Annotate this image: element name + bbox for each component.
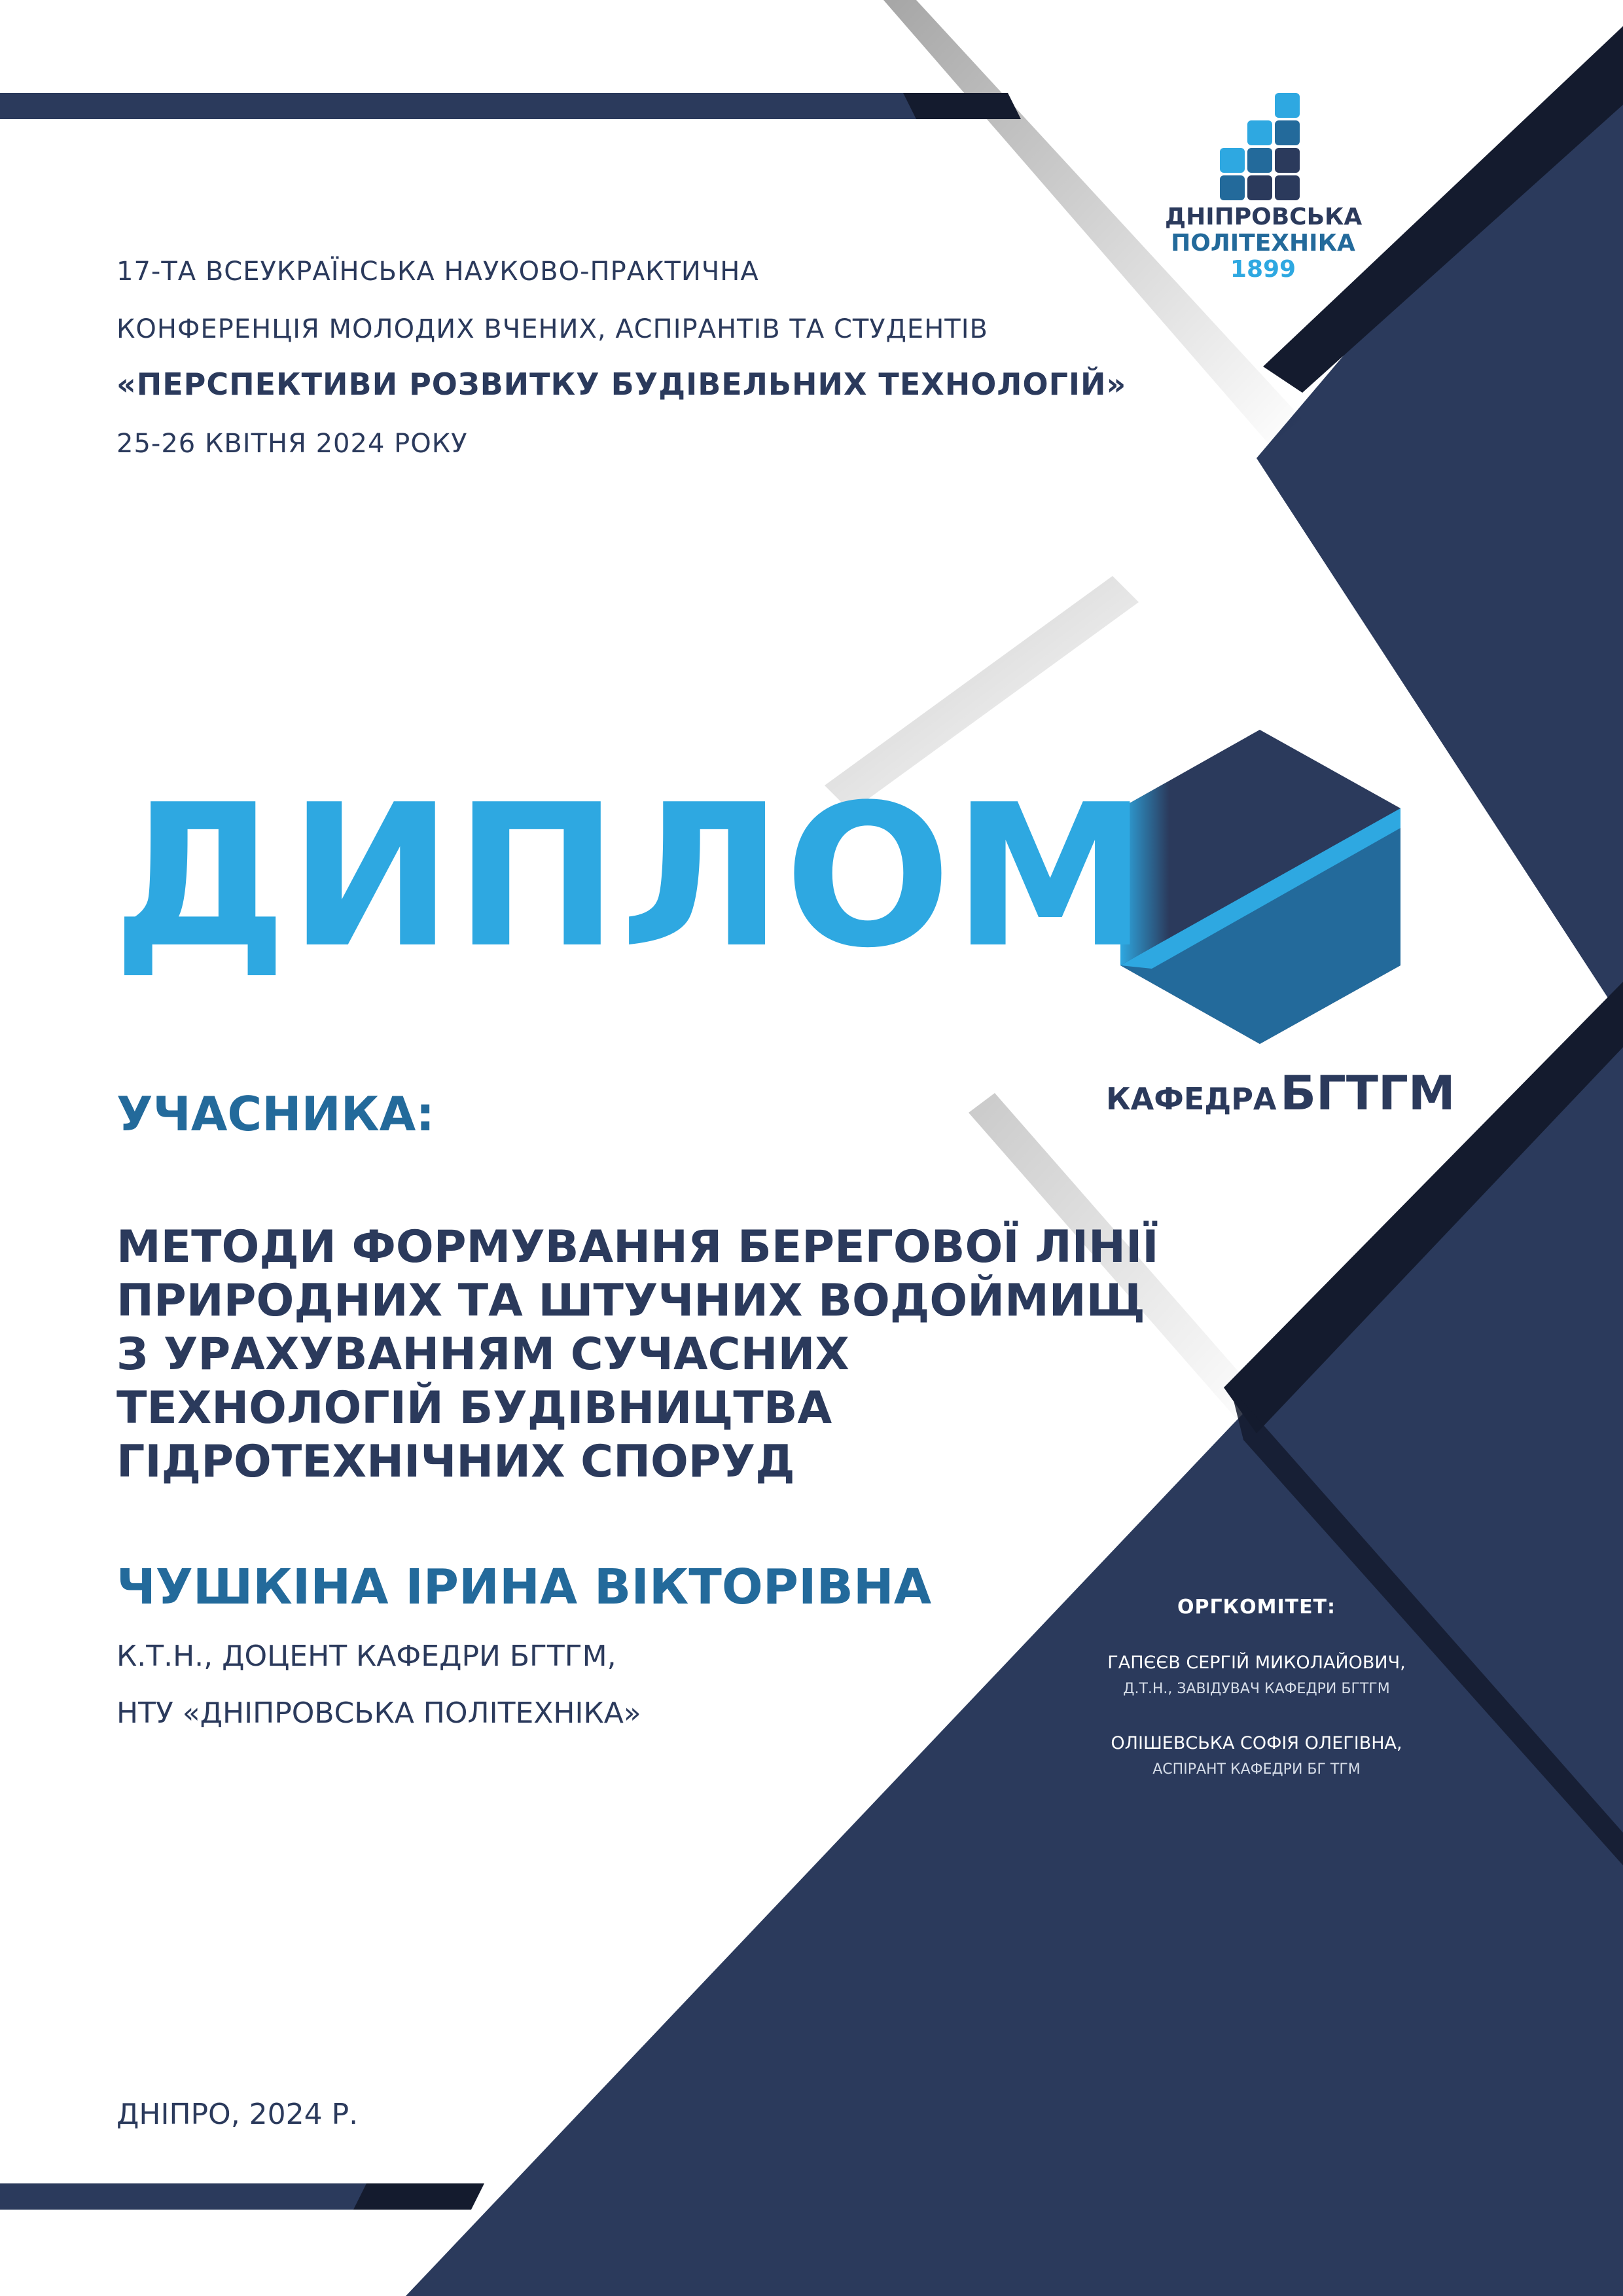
university-name-line1: ДНІПРОВСЬКА [1165, 204, 1363, 230]
organizer-name: ГАПЄЄВ СЕРГІЙ МИКОЛАЙОВИЧ, [1107, 1653, 1406, 1673]
participant-affiliation: НТУ «ДНІПРОВСЬКА ПОЛІТЕХНІКА» [116, 1696, 641, 1730]
participant-name: ЧУШКІНА ІРИНА ВІКТОРІВНА [116, 1559, 932, 1615]
organizers-heading: ОРГКОМІТЕТ: [1177, 1596, 1336, 1619]
conference-line1: 17-ТА ВСЕУКРАЇНСЬКА НАУКОВО-ПРАКТИЧНА [116, 257, 759, 287]
university-year: 1899 [1230, 256, 1296, 283]
organizer-role: АСПІРАНТ КАФЕДРИ БГ ТГМ [1152, 1761, 1361, 1778]
participant-position: К.Т.Н., ДОЦЕНТ КАФЕДРИ БГТГМ, [116, 1640, 616, 1673]
top-bar [0, 93, 955, 119]
bottom-bar-dark-tip [353, 2183, 484, 2210]
diploma-subtitle: УЧАСНИКА: [116, 1086, 435, 1141]
paper-topic: МЕТОДИ ФОРМУВАННЯ БЕРЕГОВОЇ ЛІНІЇ ПРИРОДНИХ ТА ШТУЧНИХ ВОДОЙМИЩ З УРАХУВАННЯМ СУЧАСНИХ ТЕХНОЛОГІЙ БУДІВНИЦТВА ГІДРОТЕХНІЧНИХ СПОРУД [116, 1221, 1159, 1488]
department-cube-icon [1120, 730, 1400, 1044]
university-logo [1165, 204, 1361, 283]
department-label [1106, 1066, 1455, 1121]
place-and-date: ДНІПРО, 2024 Р. [116, 2098, 359, 2131]
organizer-name: ОЛІШЕВСЬКА СОФІЯ ОЛЕГІВНА, [1111, 1733, 1402, 1753]
conference-dates: 25-26 КВІТНЯ 2024 РОКУ [116, 429, 468, 459]
university-name-line2: ПОЛІТЕХНІКА [1171, 230, 1355, 257]
conference-line2: КОНФЕРЕНЦІЯ МОЛОДИХ ВЧЕНИХ, АСПІРАНТІВ ТА СТУДЕНТІВ [116, 314, 988, 344]
department-name: БГТГМ [1280, 1066, 1455, 1121]
organizer-role: Д.Т.Н., ЗАВІДУВАЧ КАФЕДРИ БГТГМ [1123, 1681, 1390, 1697]
conference-name: «ПЕРСПЕКТИВИ РОЗВИТКУ БУДІВЕЛЬНИХ ТЕХНОЛОГІЙ» [116, 367, 1127, 402]
diploma-title: ДИПЛОМ [113, 762, 1150, 991]
top-bar-dark-tip [903, 93, 1021, 119]
department-prefix: КАФЕДРА [1106, 1081, 1277, 1117]
